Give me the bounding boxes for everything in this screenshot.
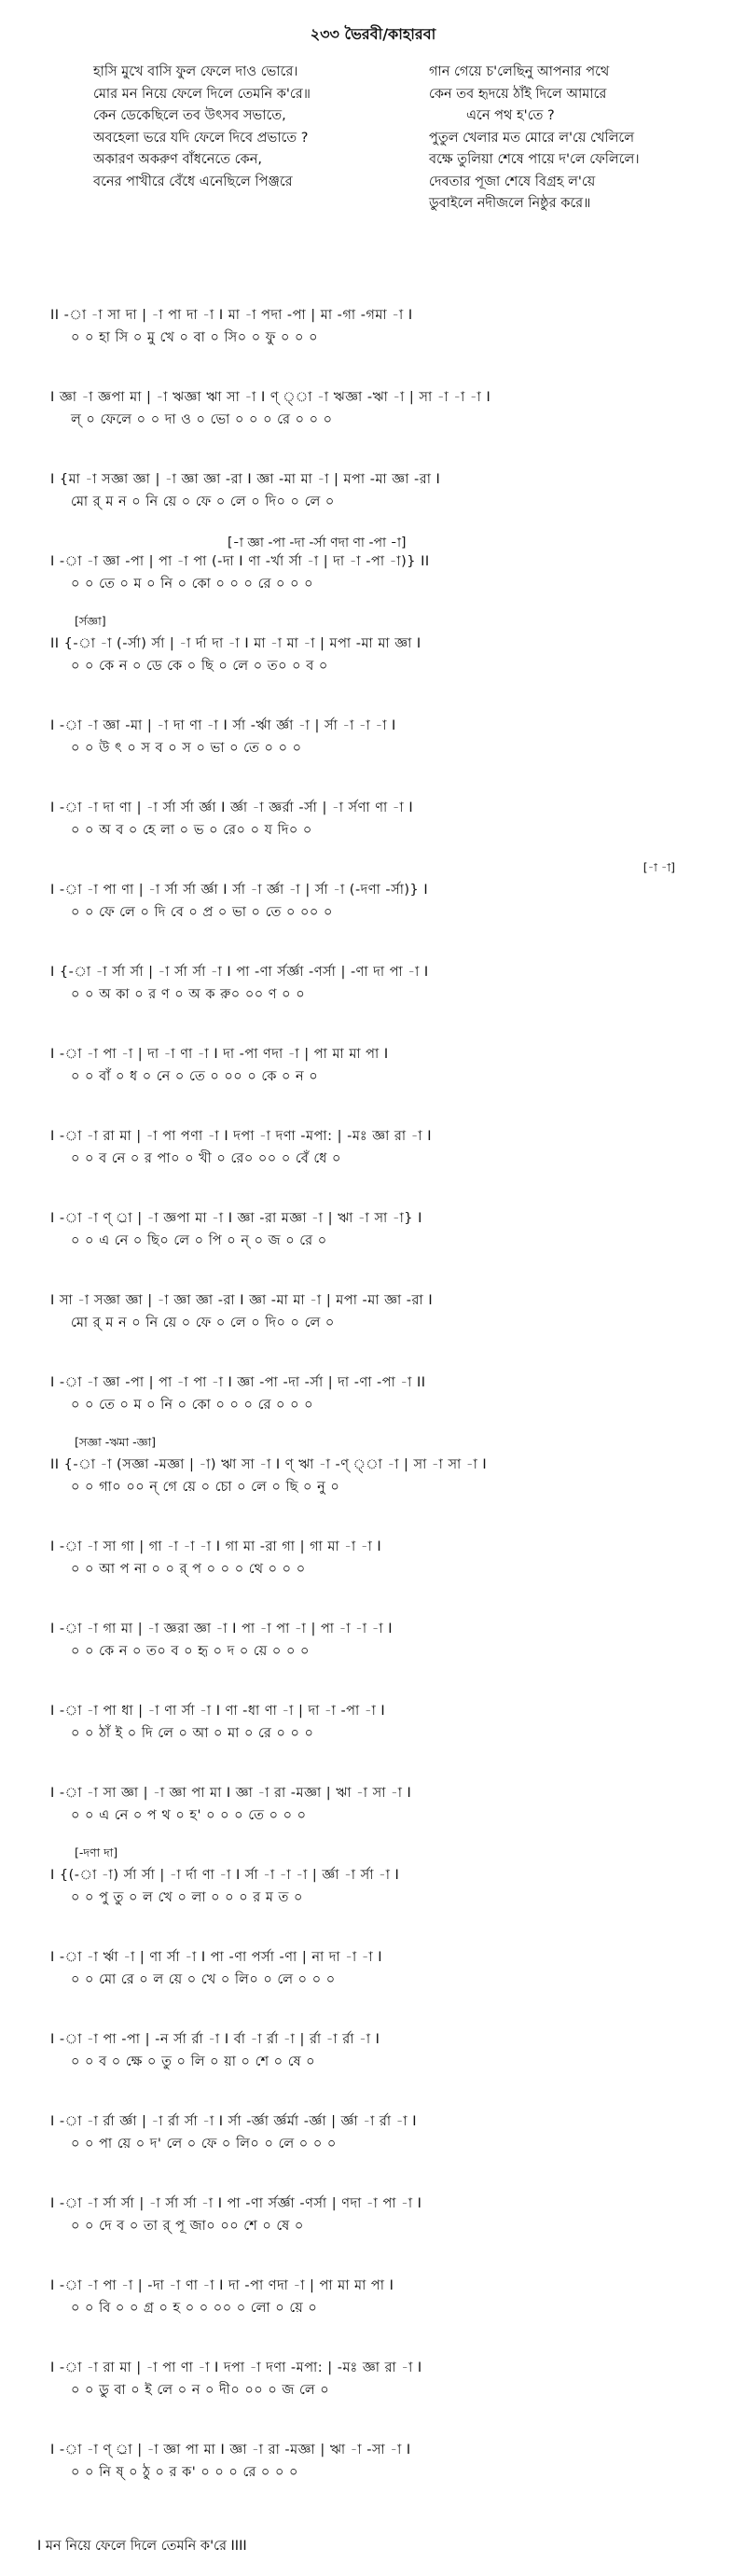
notation-row (50, 614, 722, 677)
row-annotation (50, 1517, 722, 1536)
syllable-line: ০ ০ মো রে ০ ল য়ে ০ খে ০ লি০ ০ লে ০ ০ ০ (71, 1972, 336, 1987)
notation-row (50, 860, 722, 924)
notation-row (50, 1107, 722, 1170)
syllable-line: ০ ০ তে ০ ম ০ নি ০ কো ০ ০ ০ রে ০ ০ ০ (71, 1398, 314, 1413)
syllable-line: ০ ০ বাঁ ০ ধ ০ নে ০ তে ০ ০০ ০ কে ০ ন ০ (71, 1069, 319, 1084)
notation-row (50, 1271, 722, 1334)
song-heading: ২৩৩ ভৈরবী/কাহারবা (310, 25, 436, 43)
notation-row (50, 1599, 722, 1663)
notation-row (50, 2010, 722, 2073)
row-annotation (50, 450, 722, 468)
lyric-line: অকারণ অকরুণ বাঁধনেতে কেন, (93, 152, 262, 167)
lyric-line: মোর মন নিয়ে ফেলে দিলে তেমনি ক'রে॥ (93, 86, 311, 102)
syllable-line: ০ ০ পা য়ে ০ দ' লে ০ ফে ০ লি০ ০ লে ০ ০ ০ (71, 2137, 337, 2151)
swaralipi-line: I -া -া র্ঋা -া | ণা র্সা -া I পা -ণা পর্সা -ণা | না দা -া -া I (50, 1950, 383, 1965)
swaralipi-line: I -া -া পা -া | দা -া ণা -া I দা -পা ণদা -া | পা মা মা পা I (50, 1047, 389, 1062)
swaralipi-line: I -া -া ণ্ ্রা | -া জ্ঞপা মা -া I জ্ঞা -রা মজ্ঞা -া | ঋা -া সা -া} I (50, 1211, 422, 1226)
syllable-line: ০ ০ ব নে ০ র পা০ ০ খী ০ রে০ ০০ ০ বেঁ ধে ০ (71, 1151, 341, 1166)
notation-row (50, 532, 722, 595)
notation-row (50, 942, 722, 1006)
row-annotation (50, 285, 722, 304)
swaralipi-line: I -া -া জ্ঞা -পা | পা -া পা -া I জ্ঞা -পা -দা -র্সা | দা -ণা -পা -া II (50, 1375, 426, 1390)
swaralipi-line: I -া -া দা ণা | -া র্সা র্সা র্জ্ঞা I র্জ্ঞা -া জ্ঞর্রা -র্সা | -া র্সণা ণা -া I (50, 801, 414, 815)
row-annotation (50, 778, 722, 797)
row-annotation: [র্সজ্ঞা] (75, 614, 106, 628)
swaralipi-line: I -া -া পা -পা | -ন র্সা র্রা -া I র্বা -া র্রা -া | র্রা -া র্রা -া I (50, 2032, 380, 2047)
lyric-line: বনের পাখীরে বেঁধে এনেছিলে পিঞ্জরে (93, 174, 293, 189)
lyric-line: এনে পথ হ'তে ? (466, 108, 555, 123)
syllable-line: ০ ০ দে ব ০ তা র্ পূ জা০ ০০ শে ০ ষে ০ (71, 2219, 304, 2234)
syllable-line: ০ ০ কে ন ০ ডে কে ০ ছি ০ লে ০ ত০ ০ ব ০ (71, 659, 328, 674)
syllable-line: ০ ০ ডু বা ০ ই লে ০ ন ০ দী০ ০০ ০ জ লে ০ (71, 2383, 330, 2398)
lyric-line: পুতুল খেলার মত মোরে ল'য়ে খেলিলে (429, 130, 635, 146)
swaralipi-line: I -া -া জ্ঞা -পা | পা -া পা (-দা I ণা -র্খা র্সা -া | দা -া -পা -া)} II (50, 554, 430, 569)
syllable-line: ০ ০ অ ব ০ হে লা ০ ভ ০ রে০ ০ য দি০ ০ (71, 823, 312, 838)
row-annotation (50, 1928, 722, 1946)
notation-row (50, 2420, 722, 2484)
lyrics-left-column (93, 62, 392, 193)
swaralipi-line: I -া -া ণ্ ্রা | -া জ্ঞা পা মা I জ্ঞা -া রা -মজ্ঞা | ঋা -া -সা -া I (50, 2443, 411, 2458)
swaralipi-line: I -া -া র্রা র্জ্ঞা | -া র্রা র্সা -া I র্সা -র্জ্ঞা র্জ্ঞর্মা -র্জ্ঞা | র্জ্ঞা -া র্রা -া I (50, 2114, 418, 2129)
row-annotation: [-দণা দা] (75, 1845, 118, 1859)
syllable-line: ০ ০ কে ন ০ ত০ ব ০ হৃ ০ দ ০ য়ে ০ ০ ০ (71, 1644, 310, 1659)
row-annotation (50, 2256, 722, 2275)
row-annotation: [সজ্ঞা -ঋমা -জ্ঞা] (75, 1435, 157, 1449)
syllable-line: মো র্ ম ন ০ নি য়ে ০ ফে ০ লে ০ দি০ ০ লে ০ (71, 494, 335, 509)
row-annotation (50, 1271, 722, 1289)
notation-row (50, 2338, 722, 2402)
row-annotation (50, 2174, 722, 2193)
swaralipi-line: I -া -া পা -া | -দা -া ণা -া I দা -পা ণদা -া | পা মা মা পা I (50, 2278, 394, 2293)
swaralipi-line: I -া -া সা জ্ঞা | -া জ্ঞা পা মা I জ্ঞা -া রা -মজ্ঞা | ঋা -া সা -া I (50, 1786, 412, 1801)
syllable-line: ল্ ০ ফেলে ০ ০ দা ও ০ ভো ০ ০ ০ রে ০ ০ ০ (71, 412, 333, 427)
row-annotation (50, 2338, 722, 2357)
syllable-line: ০ ০ হা সি ০ মু খে ০ বা ০ সি০ ০ ফু ০ ০ ০ (71, 330, 319, 345)
swaralipi-line: I {-া -া র্সা র্সা | -া র্সা র্সা -া I পা -ণা র্সর্জ্ঞা -ণর্সা | -ণা দা পা -া I (50, 965, 429, 980)
syllable-line: ০ ০ পু তু ০ ল খে ০ লা ০ ০ ০ র ম ত ০ (71, 1890, 303, 1905)
notation-row (50, 696, 722, 759)
notation-row (50, 2092, 722, 2155)
syllable-line: ০ ০ বি ০ ০ গ্র ০ হ ০ ০ ০০ ০ লো ০ য়ে ০ (71, 2301, 318, 2316)
row-annotation (50, 1024, 722, 1043)
swaralipi-line: I -া -া পা ধা | -া ণা র্সা -া I ণা -ধা ণা -া | দা -া -পা -া I (50, 1704, 386, 1719)
row-annotation (50, 1353, 722, 1372)
row-annotation (50, 2092, 722, 2110)
notation-row (50, 1189, 722, 1252)
swaralipi-line: I -া -া র্সা র্সা | -া র্সা র্সা -া I পা -ণা র্সর্জ্ঞা -ণর্সা | ণদা -া পা -া I (50, 2196, 422, 2211)
notation-row (50, 778, 722, 842)
row-annotation: [-া জ্ঞা -পা -দা -র্সা ণদা ণা -পা -া] (228, 536, 407, 550)
swaralipi-line: II {-া -া (সজ্ঞা -মজ্ঞা | -া) ঋা সা -া I ণ্ ঋা -া -ণ্ ্া -া | সা -া সা -া I (50, 1457, 488, 1472)
swaralipi-line: I জ্ঞা -া জ্ঞপা মা | -া ঋজ্ঞা ঋা সা -া I ণ্ ্া -া ঋজ্ঞা -ঋা -া | সা -া -া -া I (50, 390, 491, 405)
notation-row (50, 1353, 722, 1416)
row-annotation (50, 942, 722, 961)
row-annotation: [-া -া] (642, 860, 675, 874)
row-annotation (50, 1763, 722, 1782)
notation-row (50, 2256, 722, 2319)
swaralipi-line: I {(-া -া) র্সা র্সা | -া র্দা ণা -া I র্সা -া -া -া | র্জ্ঞা -া র্সা -া I (50, 1868, 400, 1883)
syllable-line: ০ ০ ব ০ ক্ষে ০ তু ০ লি ০ য়া ০ শে ০ ষে ০ (71, 2054, 316, 2069)
notation-row (50, 1928, 722, 1991)
notation-row (50, 1435, 722, 1498)
swaralipi-line: I {মা -া সজ্ঞা জ্ঞা | -া জ্ঞা জ্ঞা -রা I জ্ঞা -মা মা -া | মপা -মা জ্ঞা -রা I (50, 472, 441, 487)
syllable-line: ০ ০ এ নে ০ ছি০ লে ০ পি ০ ন্ ০ জ ০ রে ০ (71, 1233, 327, 1248)
syllable-line: মো র্ ম ন ০ নি য়ে ০ ফে ০ লে ০ দি০ ০ লে ০ (71, 1316, 335, 1330)
lyric-line: অবহেলা ভরে যদি ফেলে দিবে প্রভাতে ? (93, 130, 309, 146)
syllable-line: ০ ০ ফে লে ০ দি বে ০ প্র ০ ভা ০ তে ০ ০০ ০ (71, 905, 333, 920)
row-annotation (50, 1189, 722, 1207)
syllable-line: ০ ০ উ ৎ ০ স ব ০ স ০ ভা ০ তে ০ ০ ০ (71, 741, 302, 756)
syllable-line: ০ ০ গা০ ০০ ন্ গে য়ে ০ চো ০ লে ০ ছি ০ নু ০ (71, 1480, 340, 1495)
notation-row (50, 368, 722, 431)
swaralipi-line: I -া -া সা গা | গা -া -া -া I গা মা -রা গা | গা মা -া -া I (50, 1539, 382, 1554)
closing-line: I মন নিয়ে ফেলে দিলে তেমনি ক'রে IIII (37, 2539, 247, 2554)
syllable-line: ০ ০ অ কা ০ র ণ ০ অ ক রু০ ০০ ণ ০ ০ (71, 987, 306, 1002)
row-annotation (50, 696, 722, 715)
lyric-line: গান গেয়ে চ'লেছিনু আপনার পথে (429, 64, 610, 79)
row-annotation (50, 2010, 722, 2028)
lyric-line: হাসি মুখে বাসি ফুল ফেলে দাও ভোরে। (93, 64, 298, 79)
swaralipi-line: I -া -া রা মা | -া পা ণা -া I দপা -া দণা -মপা: | -মঃ জ্ঞা রা -া I (50, 2360, 422, 2375)
syllable-line: ০ ০ আ প না ০ ০ র্ প ০ ০ ০ থে ০ ০ ০ (71, 1562, 306, 1577)
swaralipi-line: I -া -া গা মা | -া জ্ঞরা জ্ঞা -া I পা -া পা -া | পা -া -া -া I (50, 1622, 394, 1636)
syllable-line: ০ ০ এ নে ০ প থ ০ হ' ০ ০ ০ তে ০ ০ ০ (71, 1808, 307, 1823)
notation-row (50, 1517, 722, 1580)
row-annotation (50, 1107, 722, 1125)
swaralipi-line: I -া -া পা ণা | -া র্সা র্সা র্জ্ঞা I র্সা -া র্জ্ঞা -া | র্সা -া (-দণা -র্সা)} I (50, 883, 429, 898)
row-annotation (50, 1599, 722, 1618)
syllable-line: ০ ০ ঠাঁ ই ০ দি লে ০ আ ০ মা ০ রে ০ ০ ০ (71, 1726, 314, 1741)
lyrics-right-column (429, 62, 737, 216)
swaralipi-line: I সা -া সজ্ঞা জ্ঞা | -া জ্ঞা জ্ঞা -রা I জ্ঞা -মা মা -া | মপা -মা জ্ঞা -রা I (50, 1293, 434, 1308)
lyric-line: কেন ডেকেছিলে তব উৎসব সভাতে, (93, 108, 286, 123)
row-annotation (50, 2420, 722, 2439)
notation-row (50, 285, 722, 349)
lyric-line: কেন তব হৃদয়ে ঠাঁই দিলে আমারে (429, 86, 607, 102)
notation-row (50, 1845, 722, 1909)
syllable-line: ০ ০ নি ষ্ ০ ঠু ০ র ক' ০ ০ ০ রে ০ ০ ০ (71, 2465, 298, 2480)
notation-row (50, 2174, 722, 2237)
swaralipi-line: II -া -া সা দা | -া পা দা -া I মা -া পদা -পা | মা -গা -গমা -া I (50, 308, 413, 323)
notation-row (50, 1681, 722, 1745)
swaralipi-line: I -া -া জ্ঞা -মা | -া দা ণা -া I র্সা -র্ঋা র্জ্ঞা -া | র্সা -া -া -া I (50, 718, 396, 733)
syllable-line: ০ ০ তে ০ ম ০ নি ০ কো ০ ০ ০ রে ০ ০ ০ (71, 577, 314, 592)
row-annotation (50, 368, 722, 386)
row-annotation (50, 1681, 722, 1700)
lyric-line: বক্ষে তুলিয়া শেষে পায়ে দ'লে ফেলিলে। (429, 152, 640, 167)
lyric-line: ডুবাইলে নদীজলে নিষ্ঠুর করে॥ (429, 196, 591, 211)
swaralipi-line: II {-া -া (-র্সা) র্সা | -া র্দা দা -া I মা -া মা -া | মপা -মা মা জ্ঞা I (50, 636, 421, 651)
notation-row (50, 1763, 722, 1827)
notation-row (50, 450, 722, 513)
lyric-line: দেবতার পূজা শেষে বিগ্রহ ল'য়ে (429, 174, 596, 189)
notation-row (50, 1024, 722, 1088)
swaralipi-line: I -া -া রা মা | -া পা পণা -া I দপা -া দণা -মপা: | -মঃ জ্ঞা রা -া I (50, 1129, 433, 1144)
